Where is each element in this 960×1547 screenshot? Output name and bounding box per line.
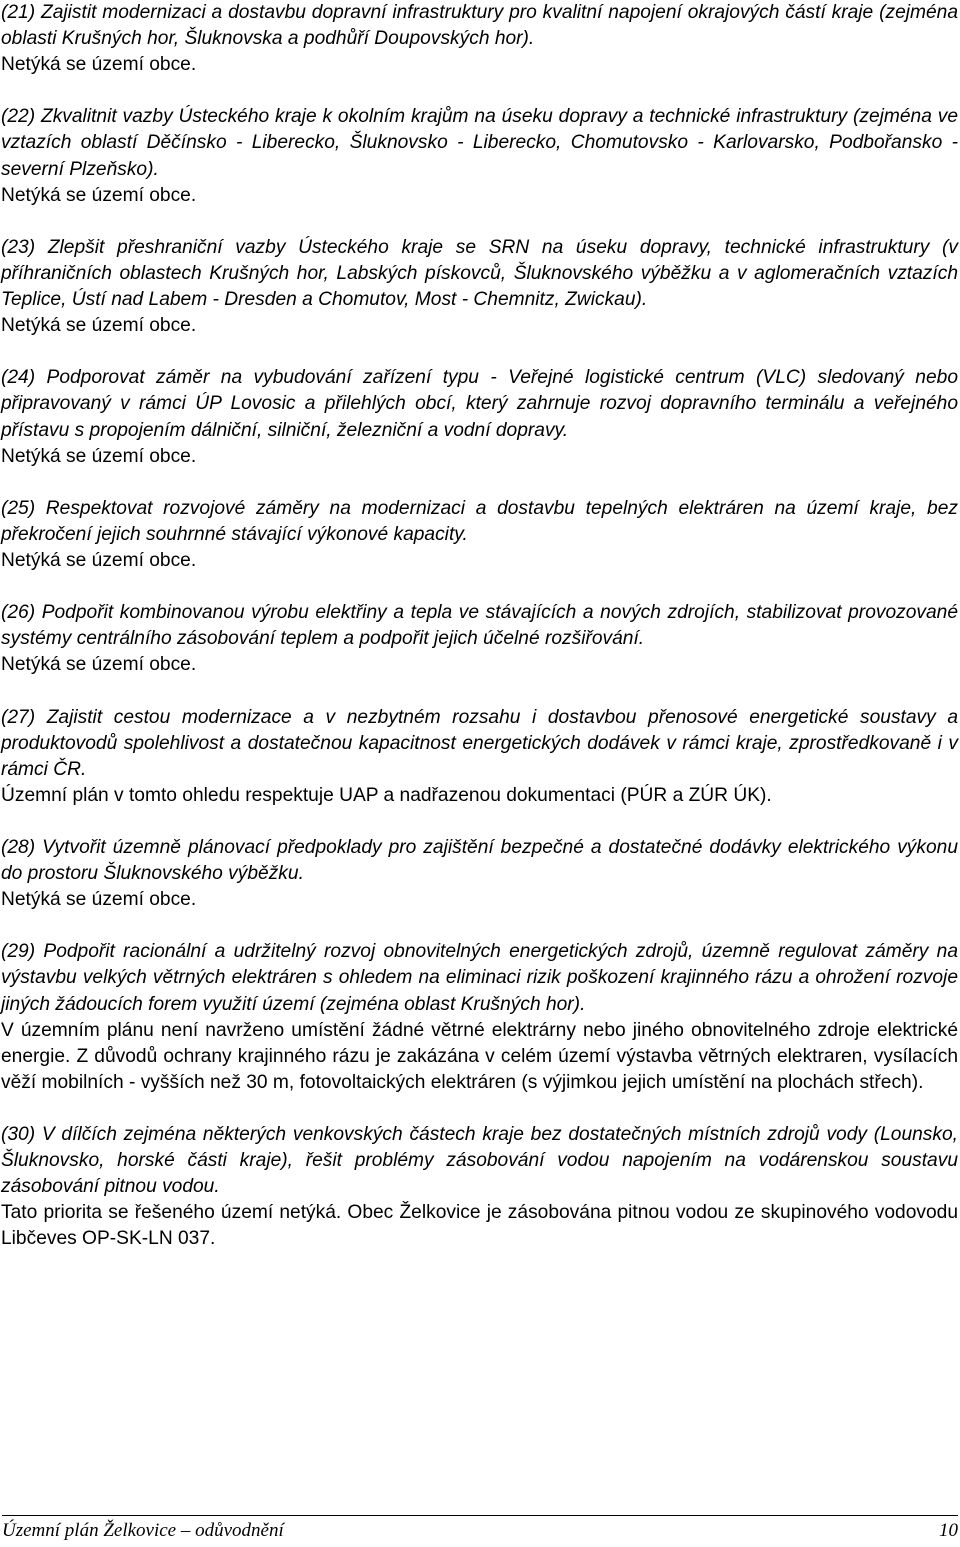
priority-item-23 — [1, 235, 958, 339]
priority-item-21 — [1, 0, 958, 78]
priority-response: Netýká se území obce. — [1, 54, 197, 76]
priority-item-28 — [1, 835, 958, 913]
priority-response: Netýká se území obce. — [1, 184, 197, 206]
priority-item-25 — [1, 496, 958, 574]
priority-text: (28) Vytvořit územně plánovací předpoklady pro zajištění bezpečné a dostatečné dodávky elektrického výkonu do prostoru Šluknovského výběžku. — [1, 837, 958, 885]
priority-text: (26) Podpořit kombinovanou výrobu elektřiny a tepla ve stávajících a nových zdrojích, stabilizovat provozované systémy centrálního zásobování teplem a podpořit jejich účelné rozšiřování. — [1, 602, 958, 650]
priority-item-29 — [1, 939, 958, 1096]
priority-response: Územní plán v tomto ohledu respektuje UAP a nadřazenou dokumentaci (PÚR a ZÚR ÚK). — [1, 784, 772, 806]
priority-text: (27) Zajistit cestou modernizace a v nezbytném rozsahu i dostavbou přenosové energetické soustavy a produktovodů spolehlivost a dostatečnou kapacitnost energetických dodávek v rámci kraje, zprostředkovaně i v rámci ČR. — [1, 706, 958, 780]
priority-response: Netýká se území obce. — [1, 654, 197, 676]
priority-response: V územním plánu není navrženo umístění žádné větrné elektrárny nebo jiného obnovitelného zdroje elektrické energie. Z důvodů ochrany krajinného rázu je zakázána v celém území výstavba větrných elektraren, vysílacích věží mobilních - vyšších než 30 m, fotovoltaických elektráren (s výjimkou jejich umístění na plochách střech). — [1, 1019, 958, 1093]
footer-document-title: Územní plán Želkovice – odůvodnění — [2, 1520, 284, 1541]
priority-item-24 — [1, 365, 958, 469]
priority-item-30 — [1, 1122, 958, 1252]
priority-text: (24) Podporovat záměr na vybudování zařízení typu - Veřejné logistické centrum (VLC) sledovaný nebo připravovaný v rámci ÚP Lovosic a přilehlých obcí, který zahrnuje rozvoj dopravního terminálu a veřejného přístavu s propojením dálniční, silniční, železniční a vodní dopravy. — [1, 367, 958, 441]
priority-item-26 — [1, 600, 958, 678]
priority-response: Netýká se území obce. — [1, 549, 197, 571]
priority-text: (23) Zlepšit přeshraniční vazby Ústeckého kraje se SRN na úseku dopravy, technické infrastruktury (v příhraničních oblastech Krušných hor, Labských pískovců, Šluknovského výběžku a v aglomeračních vztazích Teplice, Ústí nad Labem - Dresden a Chomutov, Most - Chemnitz, Zwickau). — [1, 236, 958, 311]
priority-item-27 — [1, 705, 958, 809]
priority-text: (30) V dílčích zejména některých venkovských částech kraje bez dostatečných místních zdrojů vody (Lounsko, Šluknovsko, horské části kraje), řešit problémy zásobování vodou napojením na vodárenskou soustavu zásobování pitnou vodou. — [1, 1124, 958, 1198]
priority-text: (25) Respektovat rozvojové záměry na modernizaci a dostavbu tepelných elektráren na území kraje, bez překročení jejich souhrnné stávající výkonové kapacity. — [1, 497, 958, 545]
priority-response: Netýká se území obce. — [1, 445, 197, 467]
page-number: 10 — [939, 1520, 958, 1541]
document-body — [1, 0, 958, 1279]
priority-response: Netýká se území obce. — [1, 315, 197, 337]
priority-text: (21) Zajistit modernizaci a dostavbu dopravní infrastruktury pro kvalitní napojení okrajových částí kraje (zejména oblasti Krušných hor, Šluknovska a podhůří Doupovských hor). — [1, 2, 958, 50]
priority-response: Netýká se území obce. — [1, 889, 197, 911]
priority-item-22 — [1, 104, 958, 208]
priority-text: (22) Zkvalitnit vazby Ústeckého kraje k okolním krajům na úseku dopravy a technické infrastruktury (zejména ve vztazích oblastí Děčínsko - Liberecko, Šluknovsko - Liberecko, Chomutovsko - Karlovarsko, Podbořansko - severní Plzeňsko). — [1, 106, 958, 180]
priority-text: (29) Podpořit racionální a udržitelný rozvoj obnovitelných energetických zdrojů, územně regulovat záměry na výstavbu velkých větrných elektráren s ohledem na eliminaci rizik poškození krajinného rázu a ohrožení rozvoje jiných žádoucích forem využití území (zejména oblast Krušných hor). — [1, 941, 958, 1015]
priority-response: Tato priorita se řešeného území netýká. Obec Želkovice je zásobována pitnou vodou ze skupinového vodovodu Libčeves OP-SK-LN 037. — [1, 1202, 958, 1250]
page-footer — [2, 1515, 958, 1541]
